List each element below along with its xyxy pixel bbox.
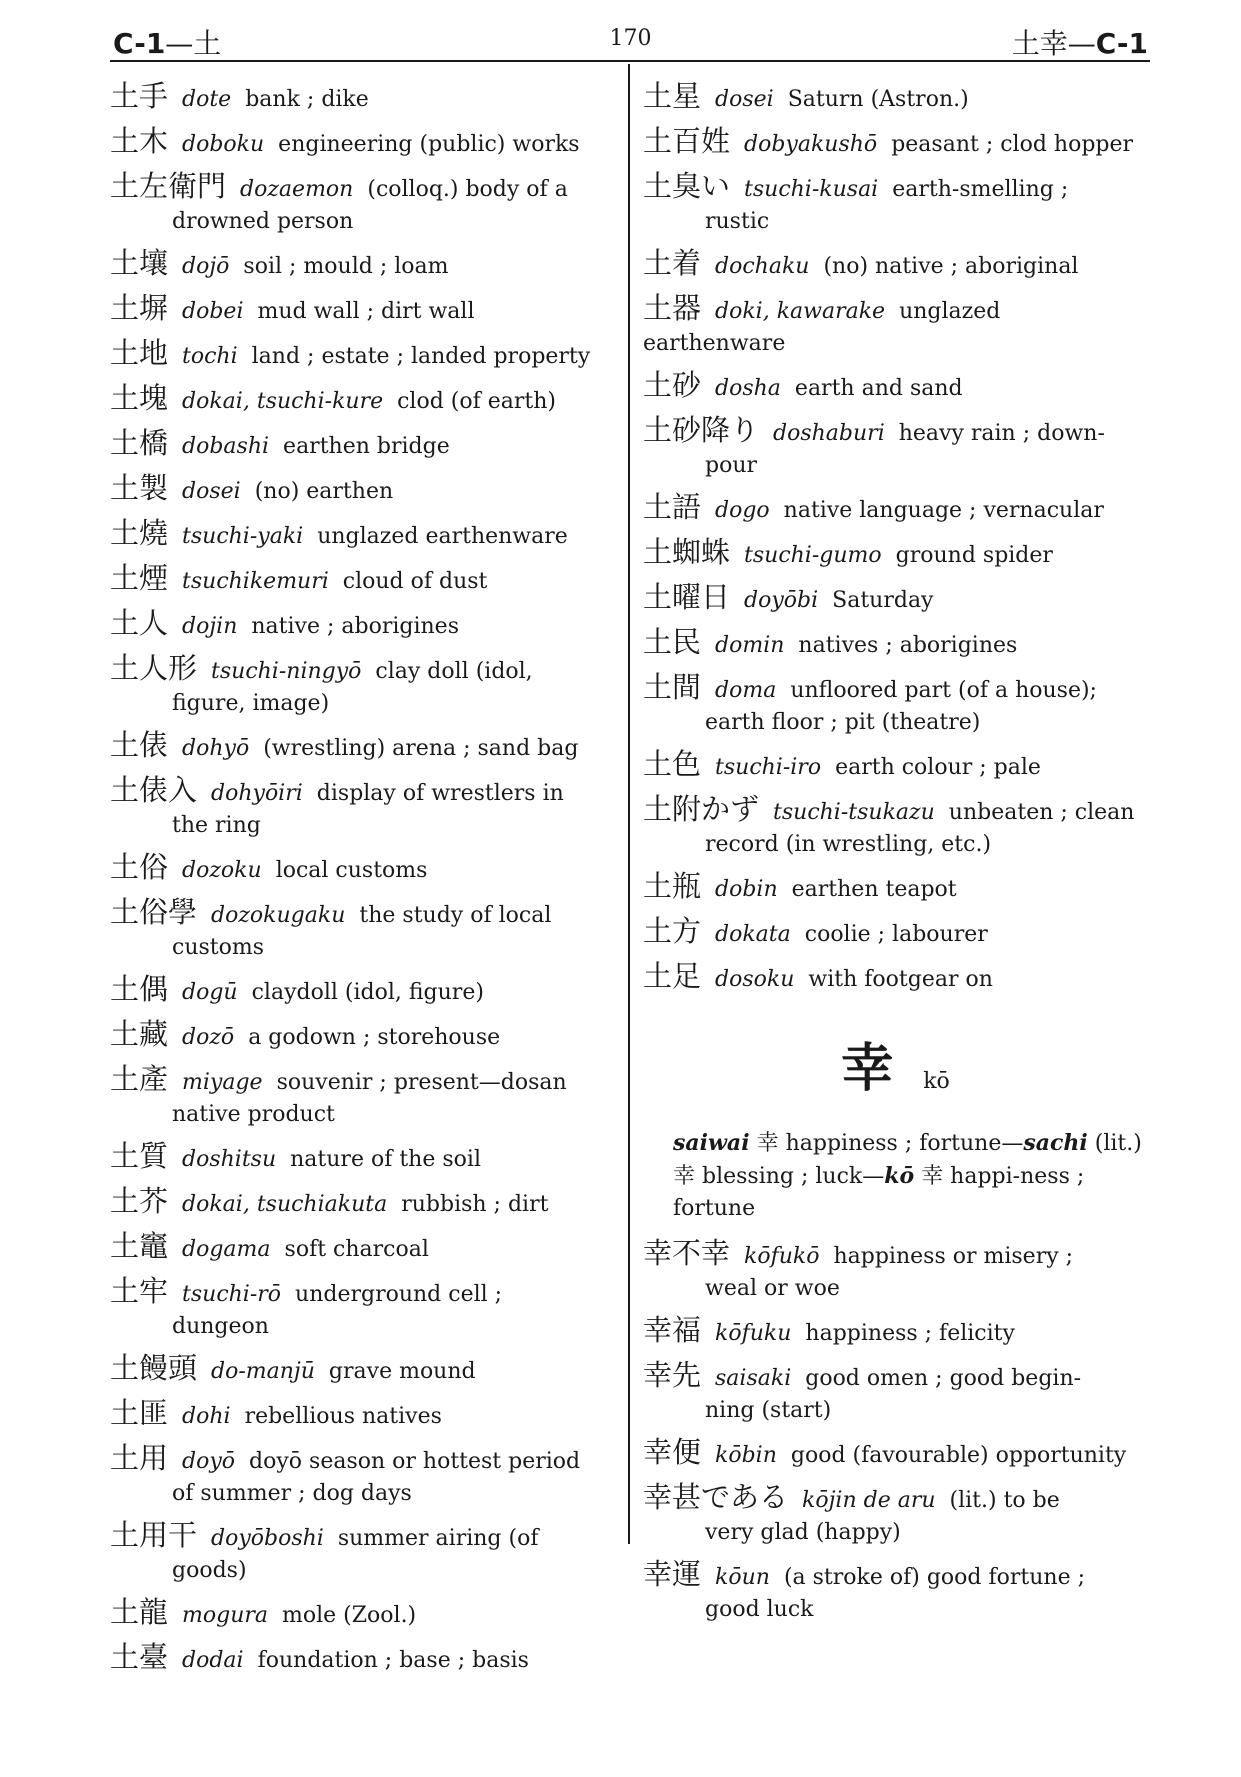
entry-definition: the study of local	[359, 903, 552, 928]
column-divider	[628, 64, 630, 1544]
entry-romaji: do-manjū	[211, 1359, 315, 1384]
entry-definition: unglazed earthenware	[643, 299, 1001, 356]
dictionary-entry	[643, 491, 1148, 527]
entry-romaji: dozaemon	[240, 177, 354, 202]
entry-definition: (colloq.) body of a	[367, 177, 568, 202]
header-left-sep: —	[165, 27, 194, 60]
entry-headword: 土語	[643, 490, 702, 524]
dictionary-entry	[643, 1436, 1148, 1472]
page-number: 170	[609, 26, 652, 51]
entry-definition: nature of the soil	[290, 1147, 481, 1172]
entry-definition: earth-smelling ;	[892, 177, 1069, 202]
entry-definition: underground cell ;	[295, 1282, 503, 1307]
entry-romaji: kōfuku	[715, 1321, 792, 1346]
entry-headword: 幸運	[643, 1557, 702, 1591]
entry-headword: 土人形	[110, 651, 198, 685]
entry-headword: 土煙	[110, 561, 169, 595]
dictionary-entry	[643, 125, 1148, 161]
dictionary-entry	[110, 774, 615, 842]
dictionary-entry	[643, 1314, 1148, 1350]
entry-romaji: dozoku	[182, 858, 262, 883]
entry-definition: coolie ; labourer	[804, 922, 988, 947]
entry-headword: 土俵入	[110, 773, 198, 807]
dictionary-entry	[110, 851, 615, 887]
dictionary-entry	[643, 369, 1148, 405]
entry-definition: earthen teapot	[791, 877, 957, 902]
entry-headword: 土產	[110, 1062, 169, 1096]
dictionary-entry	[643, 626, 1148, 662]
entry-headword: 土用干	[110, 1518, 198, 1552]
entry-definition: grave mound	[328, 1359, 476, 1384]
entry-definition: land ; estate ; landed property	[251, 344, 591, 369]
entry-headword: 土着	[643, 246, 702, 280]
left-column	[110, 80, 615, 1686]
entry-definition: peasant ; clod hopper	[891, 132, 1134, 157]
entry-romaji: tsuchi-ningyō	[211, 659, 362, 684]
dictionary-entry	[110, 1230, 615, 1266]
entry-headword: 土附かず	[643, 792, 760, 826]
entry-romaji: saisaki	[715, 1366, 792, 1391]
dictionary-entry	[110, 1442, 615, 1510]
right-entry-list	[643, 80, 1148, 996]
entry-headword: 幸不幸	[643, 1236, 731, 1270]
entry-headword: 幸甚である	[643, 1480, 789, 1514]
entry-headword: 土龍	[110, 1595, 169, 1629]
entry-romaji: dokai, tsuchiakuta	[182, 1192, 388, 1217]
dictionary-entry	[110, 1018, 615, 1054]
entry-definition: mud wall ; dirt wall	[257, 299, 475, 324]
dictionary-entry	[110, 1185, 615, 1221]
entry-romaji: kōbin	[715, 1443, 777, 1468]
entry-headword: 土百姓	[643, 124, 731, 158]
entry-headword: 土塀	[110, 291, 169, 325]
entry-romaji: dogū	[182, 980, 238, 1005]
entry-romaji: tsuchikemuri	[182, 569, 329, 594]
entry-romaji: dochaku	[715, 254, 810, 279]
entry-romaji: doyōbi	[744, 588, 819, 613]
entry-romaji: tsuchi-gumo	[744, 543, 882, 568]
dictionary-entry	[643, 1237, 1148, 1305]
entry-definition: claydoll (idol, figure)	[251, 980, 484, 1005]
dictionary-entry	[110, 517, 615, 553]
entry-romaji: kōun	[715, 1565, 770, 1590]
entry-headword: 土蜘蛛	[643, 535, 731, 569]
entry-romaji: dohi	[182, 1404, 231, 1429]
dictionary-entry	[643, 581, 1148, 617]
entry-definition: bank ; dike	[245, 87, 369, 112]
header-left-kanji: 土	[193, 27, 222, 60]
entry-definition: Saturn (Astron.)	[787, 87, 969, 112]
entry-definition: good omen ; good begin-	[805, 1366, 1082, 1391]
entry-definition: soil ; mould ; loam	[243, 254, 449, 279]
entry-continuation: earth floor ; pit (theatre)	[705, 710, 981, 735]
subsection-reading: kō	[923, 1069, 950, 1094]
header-rule	[110, 60, 1150, 62]
entry-headword: 土用	[110, 1441, 169, 1475]
entry-headword: 土竈	[110, 1229, 169, 1263]
entry-romaji: dozō	[182, 1025, 235, 1050]
entry-definition: (wrestling) arena ; sand bag	[263, 736, 579, 761]
entry-definition: mole (Zool.)	[282, 1603, 417, 1628]
entry-definition: (no) earthen	[254, 479, 394, 504]
dictionary-entry	[643, 671, 1148, 739]
entry-headword: 土匪	[110, 1396, 169, 1430]
entry-headword: 土人	[110, 606, 169, 640]
dictionary-entry	[110, 170, 615, 238]
entry-headword: 土燒	[110, 516, 169, 550]
entry-headword: 幸先	[643, 1358, 702, 1392]
entry-romaji: tsuchi-tsukazu	[773, 800, 935, 825]
dictionary-entry	[110, 1352, 615, 1388]
entry-romaji: miyage	[182, 1070, 263, 1095]
dictionary-entry	[110, 607, 615, 643]
entry-definition: engineering (public) works	[278, 132, 580, 157]
entry-headword: 幸福	[643, 1313, 702, 1347]
dictionary-entry	[643, 536, 1148, 572]
subsection-kanji: 幸	[841, 1039, 894, 1099]
dictionary-entry	[110, 896, 615, 964]
dictionary-entry	[110, 1275, 615, 1343]
intro-text-3: 幸 happi-ness ; fortune	[673, 1164, 1085, 1221]
entry-definition: earthen bridge	[283, 434, 450, 459]
intro-text-2: (lit.) 幸 blessing ; luck—	[673, 1131, 1142, 1189]
entry-romaji: dozokugaku	[211, 903, 346, 928]
entry-romaji: tochi	[182, 344, 238, 369]
dictionary-entry	[643, 1481, 1148, 1549]
entry-romaji: domin	[715, 633, 785, 658]
dictionary-entry	[110, 1063, 615, 1131]
dictionary-entry	[643, 292, 1148, 360]
entry-headword: 土俗	[110, 850, 169, 884]
entry-definition: doyō season or hottest period	[249, 1449, 581, 1474]
header-right	[1012, 22, 1148, 62]
entry-continuation: the ring	[172, 813, 261, 838]
entry-headword: 土俗學	[110, 895, 198, 929]
entry-romaji: doshitsu	[182, 1147, 277, 1172]
entry-headword: 土質	[110, 1139, 169, 1173]
dictionary-entry	[643, 793, 1148, 861]
dictionary-entry	[643, 960, 1148, 996]
entry-headword: 土芥	[110, 1184, 169, 1218]
entry-romaji: kōfukō	[744, 1244, 820, 1269]
subsection-heading	[643, 1026, 1148, 1101]
entry-definition: clod (of earth)	[397, 389, 556, 414]
intro-text-1: happiness ; fortune—	[785, 1131, 1024, 1156]
entry-definition: unglazed earthenware	[317, 524, 568, 549]
entry-romaji: dobashi	[182, 434, 270, 459]
header-left-code: C-1	[113, 27, 166, 60]
dictionary-entry	[110, 1140, 615, 1176]
entry-romaji: dojin	[182, 614, 238, 639]
entry-definition: Saturday	[832, 588, 934, 613]
entry-definition: foundation ; base ; basis	[257, 1648, 529, 1673]
right-column	[643, 80, 1148, 1635]
entry-headword: 幸便	[643, 1435, 702, 1469]
entry-romaji: doboku	[182, 132, 265, 157]
entry-romaji: doki, kawarake	[715, 299, 886, 324]
entry-definition: rubbish ; dirt	[401, 1192, 549, 1217]
entry-romaji: tsuchi-yaki	[182, 524, 304, 549]
dictionary-entry	[110, 292, 615, 328]
dictionary-entry	[110, 125, 615, 161]
intro-sachi: sachi	[1023, 1130, 1088, 1156]
entry-definition: a godown ; storehouse	[248, 1025, 501, 1050]
dictionary-entry	[110, 472, 615, 508]
page-header	[113, 18, 1148, 62]
dictionary-entry	[643, 414, 1148, 482]
entry-romaji: doshaburi	[773, 421, 885, 446]
dictionary-entry	[110, 973, 615, 1009]
entry-romaji: dosei	[182, 479, 241, 504]
entry-romaji: dokai, tsuchi-kure	[182, 389, 384, 414]
dictionary-entry	[110, 729, 615, 765]
entry-headword: 土饅頭	[110, 1351, 198, 1385]
entry-headword: 土方	[643, 914, 702, 948]
entry-headword: 土塊	[110, 381, 169, 415]
entry-continuation: record (in wrestling, etc.)	[705, 832, 992, 857]
entry-definition: happiness ; felicity	[805, 1321, 1015, 1346]
entry-headword: 土橋	[110, 426, 169, 460]
entry-definition: native ; aborigines	[251, 614, 459, 639]
entry-definition: earth and sand	[794, 376, 963, 401]
dictionary-entry	[110, 1397, 615, 1433]
entry-romaji: dokata	[715, 922, 791, 947]
dictionary-entry	[643, 915, 1148, 951]
entry-definition: display of wrestlers in	[316, 781, 564, 806]
entry-headword: 土藏	[110, 1017, 169, 1051]
entry-definition: clay doll (idol,	[375, 659, 533, 684]
entry-romaji: dogama	[182, 1237, 271, 1262]
entry-definition: rebellious natives	[244, 1404, 442, 1429]
entry-definition: heavy rain ; down-	[898, 421, 1105, 446]
dictionary-entry	[110, 427, 615, 463]
entry-continuation: very glad (happy)	[705, 1520, 901, 1545]
entry-romaji: dote	[182, 87, 232, 112]
entry-definition: (a stroke of) good fortune ;	[783, 1565, 1085, 1590]
entry-headword: 土足	[643, 959, 702, 993]
entry-continuation: figure, image)	[172, 691, 330, 716]
entry-headword: 土左衛門	[110, 169, 227, 203]
entry-continuation: drowned person	[172, 209, 354, 234]
entry-romaji: dobyakushō	[744, 132, 878, 157]
entry-romaji: kōjin de aru	[802, 1488, 936, 1513]
dictionary-entry	[110, 562, 615, 598]
entry-definition: natives ; aborigines	[798, 633, 1018, 658]
entry-headword: 土偶	[110, 972, 169, 1006]
entry-romaji: doyōboshi	[211, 1526, 324, 1551]
header-right-sep: —	[1067, 27, 1096, 60]
dictionary-entry	[643, 80, 1148, 116]
entry-romaji: dobin	[715, 877, 778, 902]
entry-definition: earth colour ; pale	[835, 755, 1041, 780]
entry-romaji: mogura	[182, 1603, 269, 1628]
entry-continuation: dungeon	[172, 1314, 269, 1339]
dictionary-entry	[110, 382, 615, 418]
entry-headword: 土器	[643, 291, 702, 325]
entry-romaji: tsuchi-rō	[182, 1282, 282, 1307]
dictionary-entry	[643, 1359, 1148, 1427]
entry-continuation: weal or woe	[705, 1276, 840, 1301]
entry-romaji: dosei	[715, 87, 774, 112]
dictionary-entry	[110, 1641, 615, 1677]
entry-romaji: dohyō	[182, 736, 250, 761]
intro-kanji: 幸	[756, 1131, 779, 1156]
dictionary-entry	[110, 80, 615, 116]
entry-headword: 土俵	[110, 728, 169, 762]
entry-headword: 土木	[110, 124, 169, 158]
entry-headword: 土手	[110, 79, 169, 113]
entry-headword: 土砂	[643, 368, 702, 402]
entry-definition: souvenir ; present—dosan	[276, 1070, 567, 1095]
entry-continuation: ning (start)	[705, 1398, 832, 1423]
entry-definition: good (favourable) opportunity	[790, 1443, 1127, 1468]
entry-romaji: dojō	[182, 254, 230, 279]
entry-definition: native language ; vernacular	[783, 498, 1104, 523]
right-entry-list-2	[643, 1237, 1148, 1626]
entry-headword: 土色	[643, 747, 702, 781]
entry-continuation: of summer ; dog days	[172, 1481, 412, 1506]
entry-definition: unfloored part (of a house);	[790, 678, 1097, 703]
entry-continuation: native product	[172, 1102, 335, 1127]
entry-continuation: goods)	[172, 1558, 247, 1583]
dictionary-entry	[110, 652, 615, 720]
entry-continuation: pour	[705, 453, 758, 478]
entry-headword: 土民	[643, 625, 702, 659]
subsection-intro	[643, 1127, 1148, 1225]
entry-headword: 土製	[110, 471, 169, 505]
header-right-kanji: 土幸	[1011, 27, 1068, 60]
intro-saiwai: saiwai	[673, 1130, 750, 1156]
entry-headword: 土牢	[110, 1274, 169, 1308]
entry-definition: happiness or misery ;	[833, 1244, 1074, 1269]
entry-romaji: doyō	[182, 1449, 236, 1474]
dictionary-entry	[643, 247, 1148, 283]
dictionary-entry	[643, 1558, 1148, 1626]
entry-definition: soft charcoal	[284, 1237, 429, 1262]
entry-definition: local customs	[275, 858, 428, 883]
entry-headword: 土間	[643, 670, 702, 704]
dictionary-entry	[643, 748, 1148, 784]
entry-romaji: doma	[715, 678, 777, 703]
entry-headword: 土壤	[110, 246, 169, 280]
entry-definition: (lit.) to be	[949, 1488, 1060, 1513]
dictionary-entry	[110, 337, 615, 373]
entry-continuation: rustic	[705, 209, 770, 234]
dictionary-entry	[643, 170, 1148, 238]
entry-headword: 土臭い	[643, 169, 731, 203]
entry-definition: ground spider	[895, 543, 1053, 568]
entry-romaji: dodai	[182, 1648, 244, 1673]
entry-romaji: tsuchi-kusai	[744, 177, 879, 202]
entry-definition: cloud of dust	[342, 569, 488, 594]
dictionary-entry	[110, 1519, 615, 1587]
entry-definition: with footgear on	[808, 967, 993, 992]
entry-headword: 土砂降り	[643, 413, 760, 447]
entry-romaji: dohyōiri	[211, 781, 303, 806]
entry-definition: (no) native ; aboriginal	[823, 254, 1079, 279]
entry-romaji: dogo	[715, 498, 770, 523]
entry-romaji: dobei	[182, 299, 244, 324]
dictionary-entry	[643, 870, 1148, 906]
entry-headword: 土地	[110, 336, 169, 370]
entry-headword: 土臺	[110, 1640, 169, 1674]
dictionary-entry	[110, 1596, 615, 1632]
entry-definition: unbeaten ; clean	[948, 800, 1135, 825]
entry-definition: summer airing (of	[337, 1526, 539, 1551]
entry-headword: 土星	[643, 79, 702, 113]
intro-ko: kō	[884, 1163, 915, 1189]
entry-romaji: dosoku	[715, 967, 795, 992]
entry-headword: 土瓶	[643, 869, 702, 903]
entry-headword: 土曜日	[643, 580, 731, 614]
entry-romaji: dosha	[715, 376, 781, 401]
entry-continuation: good luck	[705, 1597, 814, 1622]
entry-romaji: tsuchi-iro	[715, 755, 822, 780]
dictionary-entry	[110, 247, 615, 283]
entry-continuation: customs	[172, 935, 265, 960]
header-right-code: C-1	[1095, 27, 1148, 60]
